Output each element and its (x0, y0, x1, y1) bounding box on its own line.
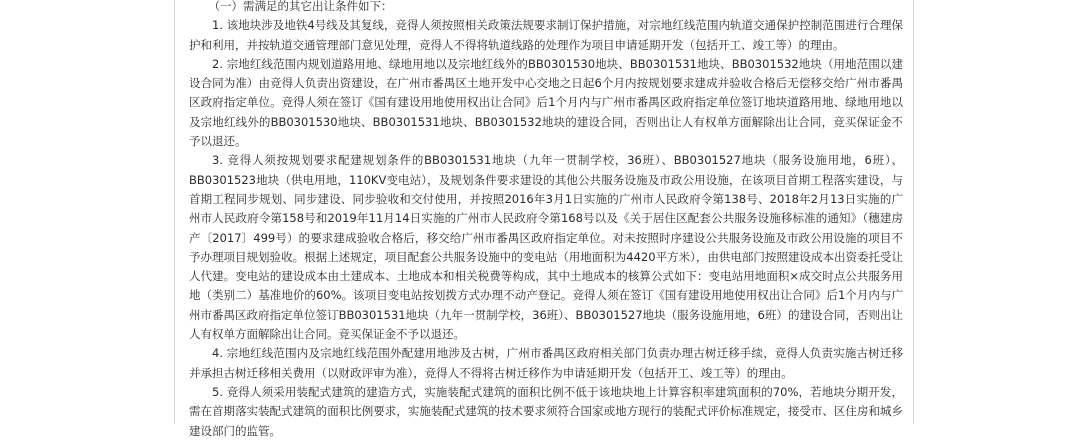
condition-paragraph-4: 4. 宗地红线范围内及宗地红线范围外配建用地涉及古树，广州市番禺区政府相关部门负责办理古树迁移手续，竞得人负责实施古树迁移并承担古树迁移相关费用（以财政评审为准），竞得人不得将古树迁移作为申请延期开发（包括开工、竣工等）的理由。 (189, 346, 903, 380)
section-heading: （一）需满足的其它出让条件如下： (208, 0, 393, 13)
condition-paragraph-3: 3. 竞得人须按规划要求配建规划条件的BB0301531地块（九年一贯制学校，36班）、BB0301527地块（服务设施用地，6班）、BB0301523地块（供电用地，110KV变电站），及规划条件要求建设的其他公共服务设施及市政公用设施，在该项目首期工程落实建设，与首期工程同步规划、同步建设、同步验收和交付使用，并按照2016年3月1日实施的广州市人民政府令第138号、2018年2月13日实施的广州市人民政府令第158号和2019年11月14日实施的广州市人民政府令第168号以及《关于居住区配套公共服务设施移标准的通知》（穗建房产〔2017〕499号）的要求建成验收合格后，移交给广州市番禺区政府指定单位。对未按照时序建设公共服务设施及市政公用设施的项目不予办理项目规划验收。根据上述规定，项目配套公共服务设施中的变电站（用地面积为4420平方米），由供电部门按照建设成本出资委托受让人代建。变电站的建设成本由土建成本、土地成本和相关税费等构成，其中土地成本的核算公式如下：变电站用地面积×成交时点公共服务用地（类别二）基准地价的60%。该项目变电站按划拨方式办理不动产登记。竞得人须在签订《国有建设用地使用权出让合同》后1个月内与广州市番禺区政府指定单位签订BB0301531地块（九年一贯制学校，36班）、BB0301527地块（服务设施用地，6班）的建设合同，否则出让人有权单方面解除出让合同。竞买保证金不予以退还。 (189, 153, 903, 342)
condition-paragraph-1: 1. 该地块涉及地铁4号线及其复线，竞得人须按照相关政策法规要求制订保护措施，对宗地红线范围内轨道交通保护控制范围进行合理保护和利用，并按轨道交通管理部门意见处理，竞得人不得将轨道线路的处理作为项目申请延期开发（包括开工、竣工等）的理由。 (189, 18, 903, 52)
article-body (189, 0, 903, 441)
article-frame (174, 0, 914, 438)
condition-paragraph-2: 2. 宗地红线范围内规划道路用地、绿地用地以及宗地红线外的BB0301530地块、BB0301531地块、BB0301532地块（用地范围以建设合同为准）由竞得人负责出资建设，在广州市番禺区土地开发中心交地之日起6个月内按规划要求建成并验收合格后无偿移交给广州市番禺区政府指定单位。竞得人须在签订《国有建设用地使用权出让合同》后1个月内与广州市番禺区政府指定单位签订地块道路用地、绿地用地以及宗地红线外的BB0301530地块、BB0301531地块、BB0301532地块的建设合同，否则出让人有权单方面解除出让合同，竞买保证金不予以退还。 (189, 56, 903, 149)
condition-paragraph-5: 5. 竞得人须采用装配式建筑的建造方式，实施装配式建筑的面积比例不低于该地块地上计算容积率建筑面积的70%，若地块分期开发，需在首期落实装配式建筑的面积比例要求，实施装配式建筑的技术要求须符合国家或地方现行的装配式评价标准规定，接受市、区住房和城乡建设部门的监管。 (189, 384, 903, 438)
